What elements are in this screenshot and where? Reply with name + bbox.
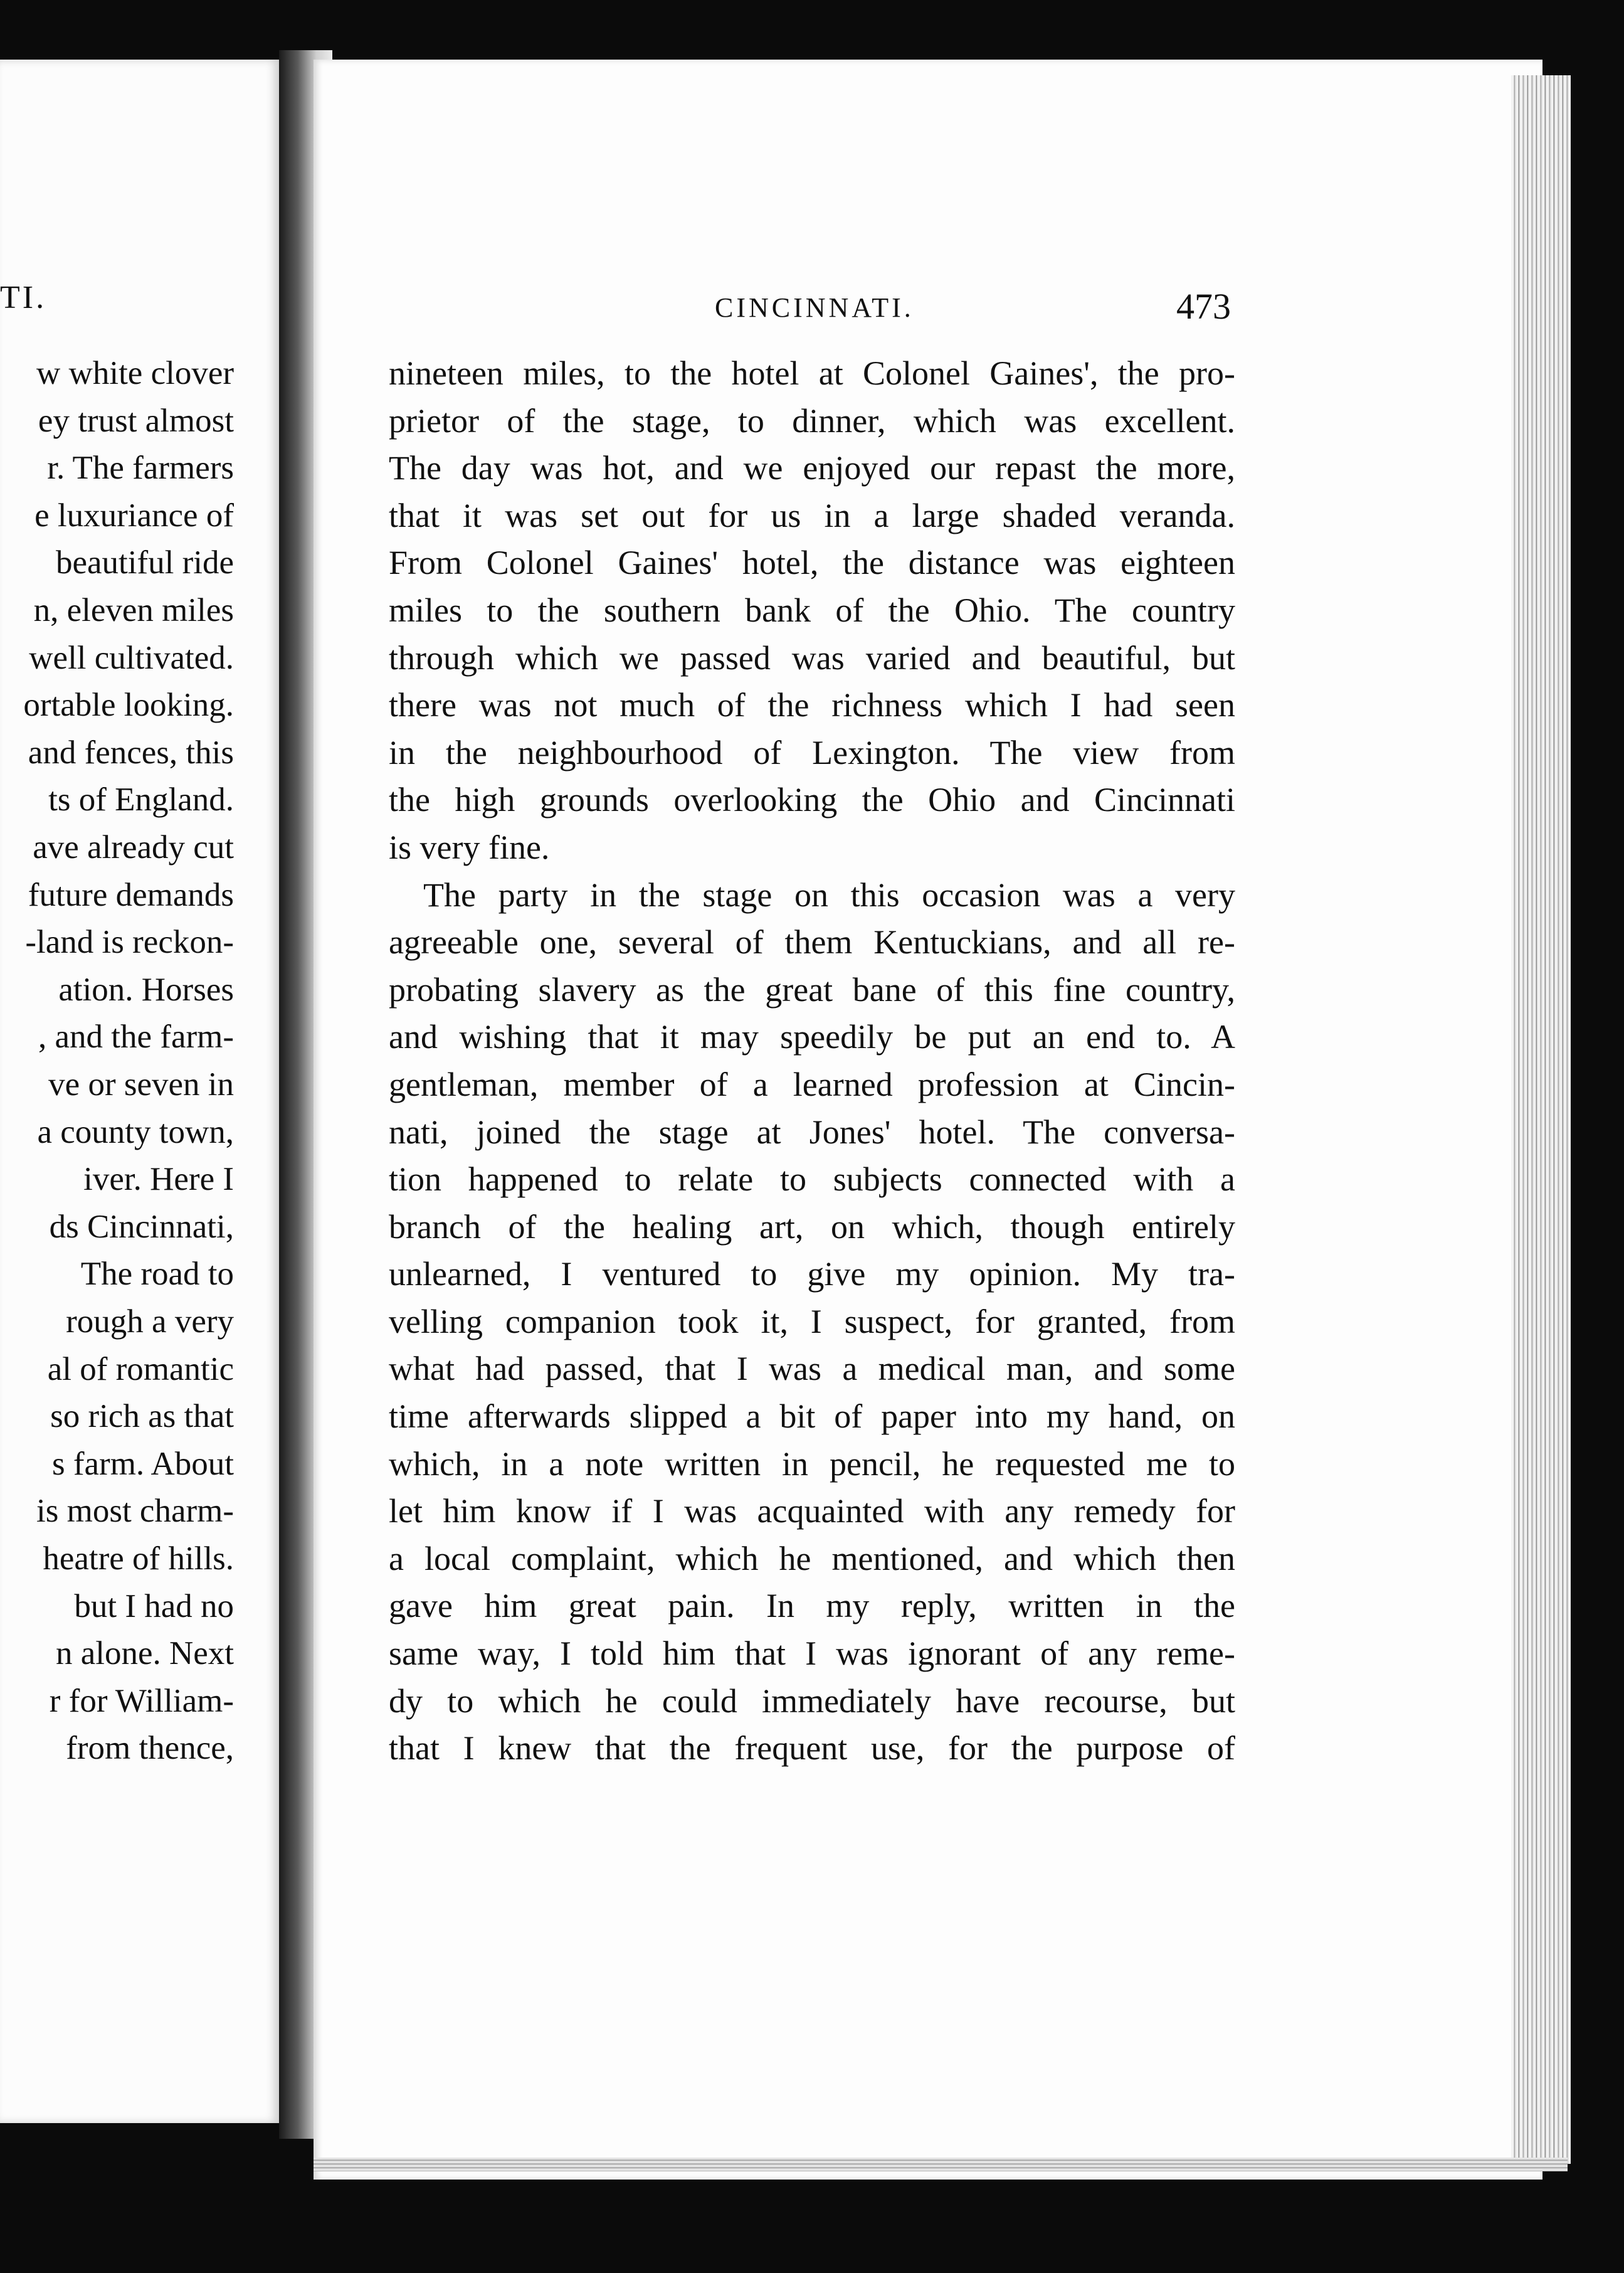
left-text-line: beautiful ride <box>55 544 234 581</box>
left-text-line: e luxuriance of <box>34 497 234 534</box>
text-line: unlearned, I ventured to give my opinion. My tra- <box>389 1255 1235 1293</box>
text-line: velling companion took it, I suspect, for granted, from <box>389 1302 1235 1340</box>
left-text-line: ts of England. <box>48 782 234 819</box>
text-line: same way, I told him that I was ignorant of any reme- <box>389 1635 1235 1673</box>
text-line: the high grounds overlooking the Ohio and Cincinnati <box>389 781 1235 819</box>
text-line: in the neighbourhood of Lexington. The view from <box>389 733 1235 771</box>
text-line: which, in a note written in pencil, he requested me to <box>389 1444 1235 1483</box>
running-head: CINCINNATI. <box>715 292 914 323</box>
text-line: The day was hot, and we enjoyed our repast the more, <box>389 449 1235 487</box>
text-line: gave him great pain. In my reply, written in the <box>389 1587 1235 1625</box>
left-text-line: s farm. About <box>52 1445 234 1482</box>
left-text-line: n, eleven miles <box>33 592 234 628</box>
text-line: nineteen miles, to the hotel at Colonel Gaines', the pro- <box>389 354 1235 392</box>
left-text-line: ds Cincinnati, <box>49 1208 234 1245</box>
left-text-line: and fences, this <box>28 734 234 771</box>
text-line: that I knew that the frequent use, for the purpose of <box>389 1729 1235 1767</box>
text-line: dy to which he could immediately have recourse, but <box>389 1682 1235 1720</box>
left-text-line: r for William- <box>49 1682 234 1719</box>
left-text-line: The road to <box>80 1256 234 1293</box>
left-text-line: , and the farm- <box>38 1019 234 1056</box>
left-text-line: w white clover <box>36 355 234 391</box>
text-line: tion happened to relate to subjects connected with a <box>389 1160 1235 1199</box>
text-line: through which we passed was varied and beautiful, but <box>389 638 1235 677</box>
left-text-line: but I had no <box>74 1587 234 1624</box>
left-text-line: future demands <box>28 876 234 913</box>
text-line: nati, joined the stage at Jones' hotel. The conversa- <box>389 1113 1235 1151</box>
left-text-line: so rich as that <box>50 1398 234 1435</box>
left-text-line: -land is reckon- <box>25 924 234 961</box>
text-line: that it was set out for us in a large shaded veranda. <box>389 496 1235 534</box>
text-line: there was not much of the richness which I had seen <box>389 686 1235 724</box>
left-text-line: rough a very <box>66 1303 234 1340</box>
text-line: prietor of the stage, to dinner, which was excellent. <box>389 401 1235 440</box>
text-line: branch of the healing art, on which, though entirely <box>389 1207 1235 1246</box>
left-text-line: iver. Here I <box>83 1161 234 1198</box>
body-text <box>389 350 1235 1772</box>
text-line: let him know if I was acquainted with any remedy for <box>389 1492 1235 1530</box>
left-text-line: heatre of hills. <box>43 1540 234 1577</box>
text-line: what had passed, that I was a medical man, and some <box>389 1350 1235 1388</box>
text-line: probating slavery as the great bane of this fine country, <box>389 970 1235 1009</box>
text-line: gentleman, member of a learned profession at Cincin- <box>389 1065 1235 1103</box>
left-text-line: well cultivated. <box>29 639 234 676</box>
left-page <box>0 60 279 2123</box>
text-line: agreeable one, several of them Kentuckians, and all re- <box>389 923 1235 962</box>
page-edges <box>1511 75 1571 2164</box>
left-text-line: from thence, <box>66 1730 234 1767</box>
text-line: From Colonel Gaines' hotel, the distance was eighteen <box>389 544 1235 582</box>
text-line: time afterwards slipped a bit of paper into my hand, on <box>389 1397 1235 1436</box>
left-text-line: ortable looking. <box>23 687 234 724</box>
text-line: miles to the southern bank of the Ohio. The country <box>389 591 1235 629</box>
left-text-line: r. The farmers <box>47 450 234 487</box>
left-running-head: TI. <box>0 280 47 315</box>
left-text-line: is most charm- <box>36 1493 234 1530</box>
left-text-line: ation. Horses <box>58 971 234 1008</box>
left-text-line: n alone. Next <box>55 1635 234 1672</box>
bottom-page-edges <box>314 2158 1568 2171</box>
text-line: The party in the stage on this occasion was a very <box>423 876 1235 914</box>
left-text-line: a county town, <box>37 1113 234 1150</box>
left-text-line: ve or seven in <box>48 1066 234 1103</box>
left-text-line: al of romantic <box>47 1350 234 1387</box>
text-line: and wishing that it may speedily be put an end to. A <box>389 1018 1235 1056</box>
left-text-line: ey trust almost <box>38 402 234 439</box>
left-text-line: ave already cut <box>33 829 234 866</box>
text-line: a local complaint, which he mentioned, and which then <box>389 1539 1235 1577</box>
text-line: is very fine. <box>389 828 550 866</box>
page-number: 473 <box>1176 286 1231 327</box>
